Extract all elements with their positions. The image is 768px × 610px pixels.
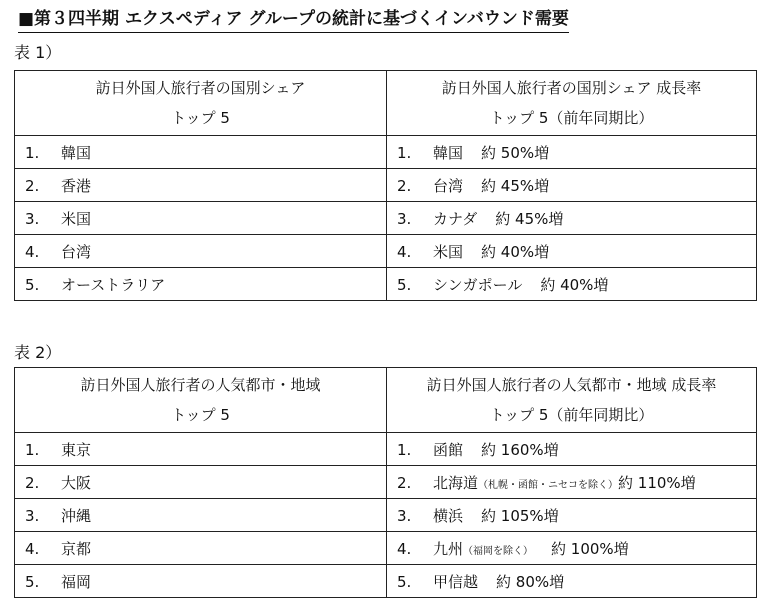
table1-country-share (14, 70, 757, 301)
rank-number: 4. (397, 539, 412, 558)
table-cell (15, 268, 387, 301)
header-line: トップ 5 (171, 406, 230, 424)
table1-caption: 表 1） (14, 43, 62, 62)
rank-number: 1. (25, 143, 40, 162)
country-name: カナダ (433, 209, 478, 228)
country-name: 台湾 (61, 242, 92, 261)
growth-rate: 約 160%増 (481, 440, 559, 459)
table-cell (387, 202, 757, 235)
table-cell (15, 169, 387, 202)
table-row (15, 433, 757, 466)
table-cell (15, 433, 387, 466)
table-cell (387, 136, 757, 169)
city-name: 大阪 (61, 473, 92, 492)
country-name: 香港 (61, 176, 92, 195)
table1-header-right (387, 71, 757, 136)
rank-number: 4. (25, 242, 40, 261)
rank-number: 4. (397, 242, 412, 261)
growth-rate: 約 110%増 (618, 473, 696, 492)
city-name: 九州 (433, 539, 464, 558)
table2-caption: 表 2） (14, 343, 62, 362)
table-row (15, 565, 757, 598)
table-row (15, 235, 757, 268)
rank-number: 3. (25, 506, 40, 525)
rank-number: 5. (25, 275, 40, 294)
country-name: シンガポール (433, 275, 523, 294)
table-cell (15, 235, 387, 268)
table1-header-row (15, 71, 757, 136)
country-name: 台湾 (433, 176, 464, 195)
table-row (15, 532, 757, 565)
city-name: 甲信越 (433, 572, 479, 591)
table-row (15, 466, 757, 499)
growth-rate: 約 105%増 (481, 506, 559, 525)
table-cell (15, 499, 387, 532)
table1-header-left (15, 71, 387, 136)
rank-number: 2. (397, 473, 412, 492)
header-line: トップ 5 (171, 109, 230, 127)
rank-number: 3. (397, 506, 412, 525)
city-name: 沖縄 (61, 506, 92, 525)
rank-number: 5. (397, 275, 412, 294)
table2-header-row (15, 368, 757, 433)
table-row (15, 499, 757, 532)
header-line: トップ 5（前年同期比） (489, 406, 654, 424)
table2-header-left (15, 368, 387, 433)
city-name: 東京 (61, 440, 92, 459)
header-line: 訪日外国人旅行者の国別シェア (95, 79, 306, 97)
table-cell (15, 565, 387, 598)
table-row (15, 136, 757, 169)
country-name: 韓国 (433, 143, 464, 162)
table-cell (387, 499, 757, 532)
rank-number: 3. (25, 209, 40, 228)
table-cell (15, 202, 387, 235)
header-line: 訪日外国人旅行者の国別シェア 成長率 (441, 79, 702, 97)
growth-rate: 約 40%増 (540, 275, 609, 294)
table-cell (387, 433, 757, 466)
city-name: 北海道 (433, 473, 479, 492)
table-row (15, 169, 757, 202)
table-row (15, 202, 757, 235)
rank-number: 1. (397, 143, 412, 162)
country-name: 韓国 (61, 143, 92, 162)
table-cell (387, 268, 757, 301)
city-name: 函館 (433, 440, 464, 459)
city-name: 横浜 (433, 506, 464, 525)
header-line: 訪日外国人旅行者の人気都市・地域 (80, 376, 321, 394)
rank-number: 1. (397, 440, 412, 459)
table-row (15, 268, 757, 301)
growth-rate: 約 40%増 (481, 242, 550, 261)
city-note: （札幌・函館・ニセコを除く） (478, 479, 619, 491)
table-cell (387, 466, 757, 499)
header-line: 訪日外国人旅行者の人気都市・地域 成長率 (426, 376, 717, 394)
country-name: 米国 (433, 242, 464, 261)
rank-number: 2. (397, 176, 412, 195)
growth-rate: 約 100%増 (551, 539, 629, 558)
rank-number: 3. (397, 209, 412, 228)
table-cell (387, 532, 757, 565)
country-name: オーストラリア (61, 275, 166, 294)
country-name: 米国 (61, 209, 92, 228)
city-note: （福岡を除く） (463, 545, 534, 557)
table-cell (15, 466, 387, 499)
city-name: 京都 (61, 539, 92, 558)
growth-rate: 約 80%増 (496, 572, 565, 591)
page-title: ■第３四半期 エクスペディア グループの統計に基づくインバウンド需要 (18, 4, 569, 33)
rank-number: 5. (397, 572, 412, 591)
table-cell (387, 169, 757, 202)
table-cell (387, 565, 757, 598)
table2-header-right (387, 368, 757, 433)
rank-number: 2. (25, 473, 40, 492)
growth-rate: 約 45%増 (481, 176, 550, 195)
table-cell (387, 235, 757, 268)
growth-rate: 約 45%増 (495, 209, 564, 228)
header-line: トップ 5（前年同期比） (489, 109, 654, 127)
rank-number: 2. (25, 176, 40, 195)
table2-city-popularity (14, 367, 757, 598)
rank-number: 4. (25, 539, 40, 558)
growth-rate: 約 50%増 (481, 143, 550, 162)
rank-number: 5. (25, 572, 40, 591)
rank-number: 1. (25, 440, 40, 459)
table-cell (15, 136, 387, 169)
table-cell (15, 532, 387, 565)
city-name: 福岡 (61, 572, 92, 591)
